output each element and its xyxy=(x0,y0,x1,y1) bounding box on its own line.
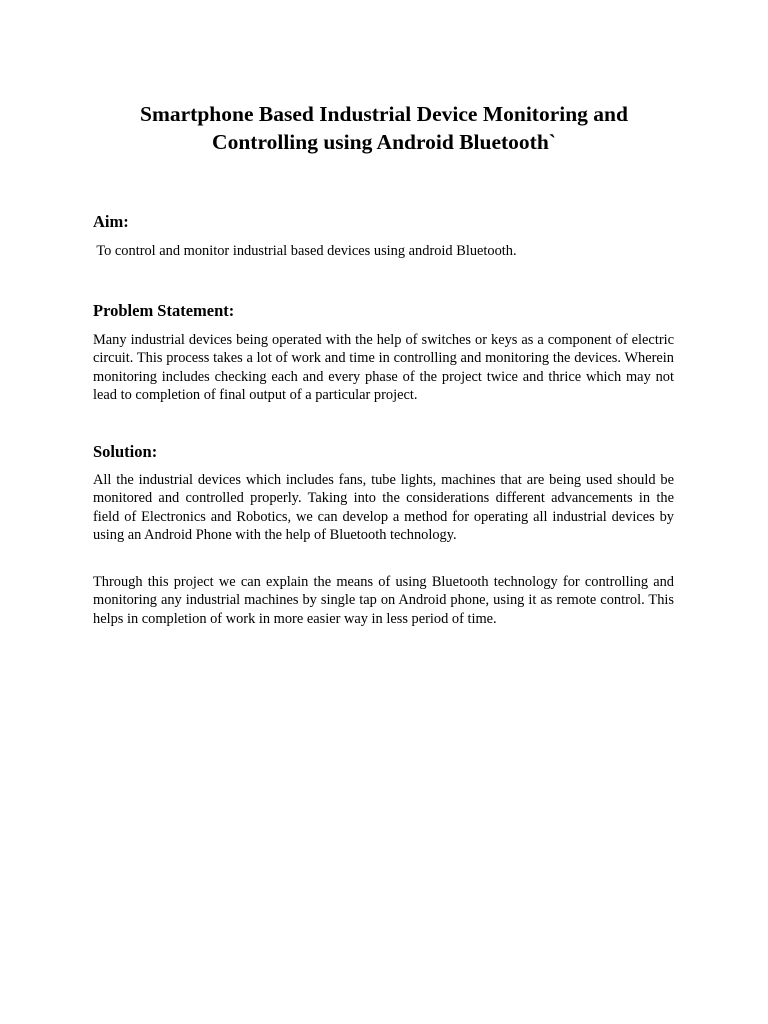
solution-paragraph-1: All the industrial devices which includes fans, tube lights, machines that are being used should be monitored and controlled properly. Taking into the considerations different advancements in the field of Electronics and Robotics, we can develop a method for operating all industrial devices by using an Android Phone with the help of Bluetooth technology. xyxy=(93,472,674,543)
problem-statement-paragraph: Many industrial devices being operated with the help of switches or keys as a component of electric circuit. This process takes a lot of work and time in controlling and monitoring the devices. Wherein monitoring includes checking each and every phase of the project twice and thrice which may not lead to completion of final output of a particular project. xyxy=(93,332,674,403)
solution-paragraph-2: Through this project we can explain the means of using Bluetooth technology for controlling and monitoring any industrial machines by single tap on Android phone, using it as remote control. This helps in completion of work in more easier way in less period of time. xyxy=(93,574,674,627)
solution-heading: Solution: xyxy=(93,442,158,461)
aim-heading: Aim: xyxy=(93,212,129,231)
problem-statement-heading: Problem Statement: xyxy=(93,301,235,320)
document-title: Smartphone Based Industrial Device Monitoring and Controlling using Android Bluetooth` xyxy=(140,102,628,154)
aim-paragraph: To control and monitor industrial based devices using android Bluetooth. xyxy=(93,243,517,259)
